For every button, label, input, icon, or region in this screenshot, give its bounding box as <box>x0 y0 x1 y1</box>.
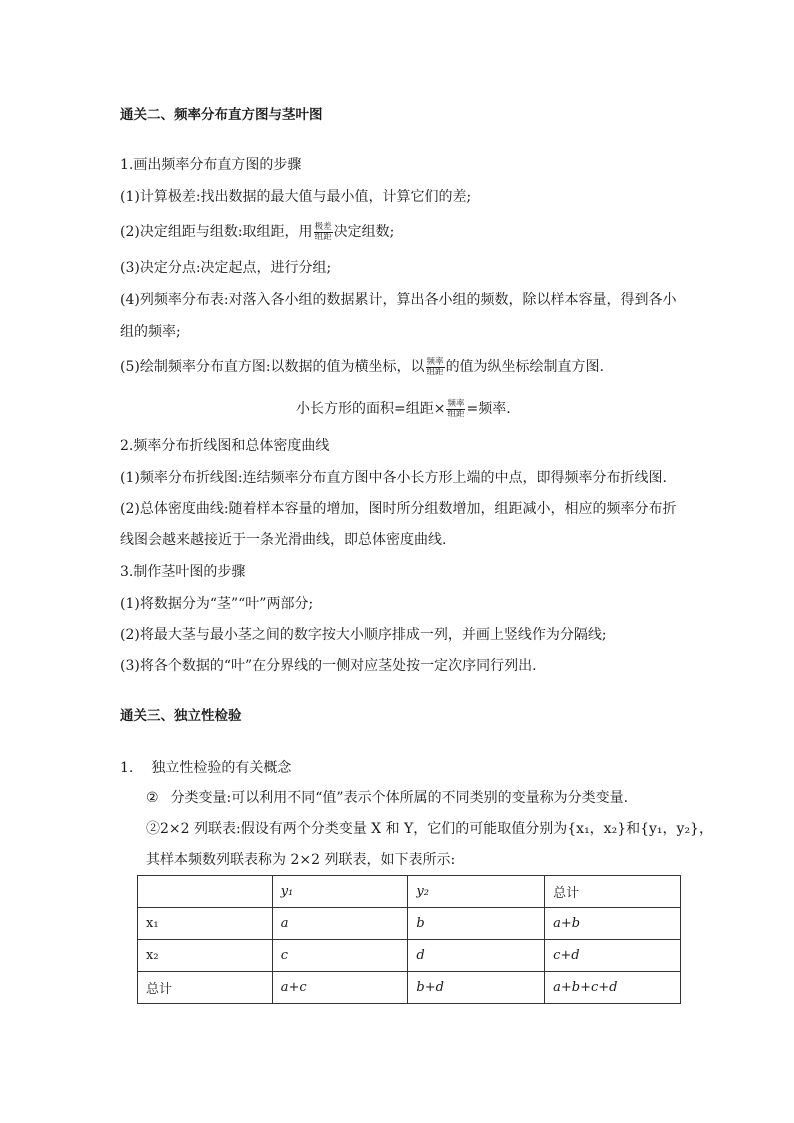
paragraph: (3)将各个数据的“叶”在分界线的一侧对应茎处按一定次序同行列出. <box>120 658 537 674</box>
paragraph: (1)频率分布折线图:连结频率分布直方图中各小长方形上端的中点，即得频率分布折线图. <box>120 470 667 486</box>
table-cell: a+b+c+d <box>545 972 681 1004</box>
table-cell: y₁ <box>272 876 408 908</box>
table-cell: d <box>408 940 545 972</box>
paragraph: (5)绘制频率分布直方图:以数据的值为横坐标，以 $\frac{\text{频率}}{\text{组距}}$ 的值为纵坐标绘制直方图. <box>120 356 605 377</box>
section-heading: 通关三、独立性检验 <box>120 708 242 724</box>
paragraph: (1)将数据分为“茎”“叶”两部分; <box>120 596 314 612</box>
table-cell: x₂ <box>138 940 273 972</box>
table-cell: b <box>408 908 545 940</box>
paragraph: (1)计算极差:找出数据的最大值与最小值，计算它们的差; <box>120 189 472 205</box>
table-row <box>138 876 681 908</box>
table-cell: y₂ <box>408 876 545 908</box>
section-heading: 通关二、频率分布直方图与茎叶图 <box>120 107 323 123</box>
fraction: $\frac{\text{频率}}{\text{组距}}$ <box>447 398 465 419</box>
paragraph: (3)决定分点:决定起点，进行分组; <box>120 260 332 276</box>
table-cell: a+b <box>545 908 681 940</box>
formula: 小长方形的面积=组距× $\frac{\text{频率}}{\text{组距}}$ =频率. <box>296 398 511 419</box>
table-row <box>138 908 681 940</box>
list-item: ② 分类变量:可以利用不同“值”表示个体所属的不同类别的变量称为分类变量. <box>146 790 629 806</box>
paragraph: (2)决定组距与组数:取组距，用 $\frac{\text{极差}}{\text{组距}}$ 决定组数; <box>120 221 395 242</box>
table-cell: 总计 <box>545 876 681 908</box>
fraction: $\frac{\text{极差}}{\text{组距}}$ <box>314 221 332 242</box>
paragraph: (4)列频率分布表:对落入各小组的数据累计，算出各小组的频数，除以样本容量，得到各小 <box>120 292 677 308</box>
table-cell: a <box>272 908 408 940</box>
paragraph: (2)将最大茎与最小茎之间的数字按大小顺序排成一列，并画上竖线作为分隔线; <box>120 627 607 643</box>
table-cell: x₁ <box>138 908 273 940</box>
subsection-title: 2.频率分布折线图和总体密度曲线 <box>120 438 330 454</box>
table-cell: 总计 <box>138 972 273 1004</box>
paragraph: 其样本频数列联表称为 2×2 列联表，如下表所示: <box>146 852 456 868</box>
table-cell: c+d <box>545 940 681 972</box>
table-cell <box>138 876 273 908</box>
paragraph: 线图会越来越接近于一条光滑曲线，即总体密度曲线. <box>120 532 447 548</box>
table-row <box>138 972 681 1004</box>
table-cell: c <box>272 940 408 972</box>
fraction: $\frac{\text{频率}}{\text{组距}}$ <box>426 356 444 377</box>
paragraph: 组的频率; <box>120 324 181 340</box>
table-cell: a+c <box>272 972 408 1004</box>
table-row <box>138 940 681 972</box>
table-cell: b+d <box>408 972 545 1004</box>
list-item: 1. 独立性检验的有关概念 <box>120 760 292 776</box>
contingency-table <box>137 875 681 1004</box>
subsection-title: 3.制作茎叶图的步骤 <box>120 564 246 580</box>
paragraph: (2)总体密度曲线:随着样本容量的增加，图时所分组数增加，组距减小，相应的频率分布折 <box>120 501 677 517</box>
paragraph: ②2×2 列联表:假设有两个分类变量 X 和 Y，它们的可能取值分别为{x₁，x₂}和{y₁，y₂}， <box>146 821 713 837</box>
subsection-title: 1.画出频率分布直方图的步骤 <box>120 157 302 173</box>
